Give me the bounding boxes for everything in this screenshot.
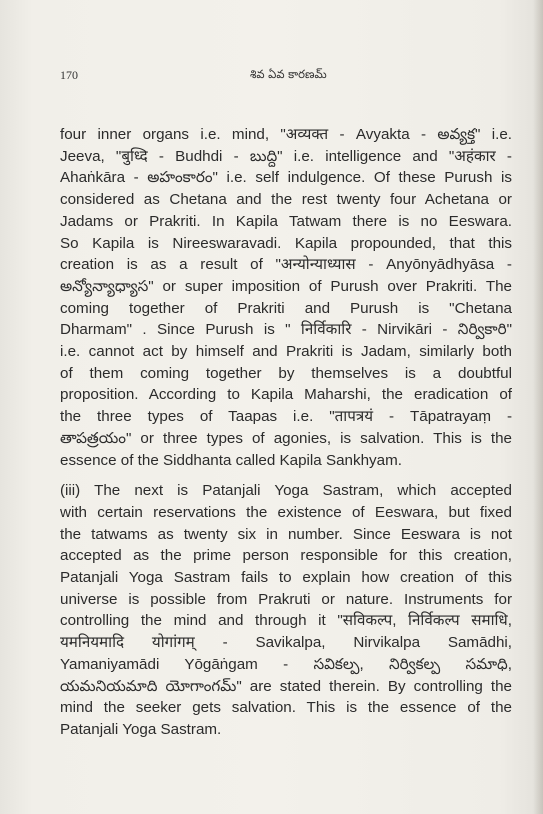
- text-line: creation is as a result of "अन्योन्याध्यास - Anyōnyādhyāsa -: [60, 256, 512, 274]
- text-line: Jadams or Prakriti. In Kapila Tatwam there is no Eeswara.: [60, 212, 512, 230]
- text-line: controlling the mind and through it "सविकल्प, निर्विकल्प समाधि,: [60, 612, 512, 630]
- text-line: coming together of Prakriti and Purush is "Chetana: [60, 299, 512, 317]
- page-edge-shadow: [533, 0, 543, 814]
- text-line: यमनियमादि योगांगम् - Savikalpa, Nirvikalpa Samādhi,: [60, 634, 512, 652]
- text-line: the three types of Taapas i.e. "तापत्रयं - Tāpatrayaṃ -: [60, 408, 512, 426]
- text-line: Yamaniyamādi Yōgāṅgam - సవికల్ప, నిర్వికల్ప సమాధి,: [60, 655, 512, 673]
- paragraph-patanjali: [60, 480, 512, 740]
- page-body: [60, 124, 512, 741]
- text-line: essence of the Siddhanta called Kapila Sankhyam.: [60, 451, 402, 469]
- page-number: 170: [60, 68, 78, 82]
- page-header: [60, 68, 503, 88]
- paragraph-kapila: [60, 124, 512, 471]
- text-line: Ahaṅkāra - అహంకారం" i.e. self indulgence. Of these Purush is: [60, 169, 512, 187]
- text-line: mind the seeker gets salvation. This is the essence of the: [60, 699, 512, 717]
- text-line: universe is possible from Prakruti or nature. Instruments for: [60, 590, 512, 608]
- running-head: శివ ఏవ కారణమ్: [250, 67, 327, 81]
- text-line: proposition. According to Kapila Maharshi, the eradication of: [60, 386, 512, 404]
- text-line: the tatwams as twenty six in number. Since Eeswara is not: [60, 525, 512, 543]
- text-line: (iii) The next is Patanjali Yoga Sastram, which accepted: [60, 482, 512, 500]
- text-line: with certain reservations the existence of Eeswara, but fixed: [60, 503, 512, 521]
- text-line: Jeeva, "बुध्दि - Budhdi - బుద్ధి" i.e. intelligence and "अहंकार -: [60, 147, 512, 165]
- text-line: considered as Chetana and the rest twenty four Achetana or: [60, 191, 512, 209]
- text-line: i.e. cannot act by himself and Prakriti is Jadam, similarly both: [60, 343, 512, 361]
- text-line: So Kapila is Nireeswaravadi. Kapila propounded, that this: [60, 234, 512, 252]
- text-line: accepted as the prime person responsible for this creation,: [60, 547, 512, 565]
- text-line: తాపత్రయం" or three types of agonies, is salvation. This is the: [60, 429, 512, 447]
- text-line: four inner organs i.e. mind, "अव्यक्त - Avyakta - అవ్యక్త" i.e.: [60, 126, 512, 143]
- text-line: Patanjali Yoga Sastram.: [60, 720, 222, 738]
- text-line: Patanjali Yoga Sastram fails to explain how creation of this: [60, 569, 512, 587]
- paragraph-gap: [60, 471, 512, 480]
- text-line: Dharmam" . Since Purush is " निर्विकारि - Nirvikāri - నిర్వికారి": [60, 321, 512, 339]
- text-line: యమనియమాది యోగాంగమ్" are stated therein. By controlling the: [60, 677, 512, 695]
- text-line: అన్యోన్యాధ్యాస" or super imposition of Purush over Prakriti. The: [60, 277, 512, 295]
- text-line: of them coming together by themselves is a doubtful: [60, 364, 512, 382]
